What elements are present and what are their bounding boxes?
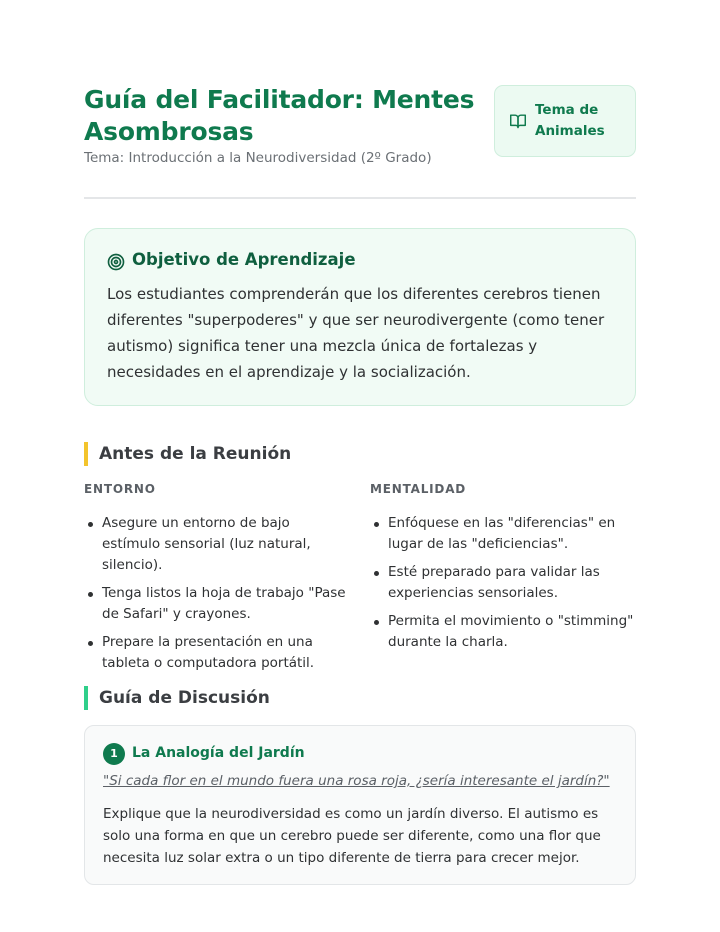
book-icon [509, 113, 527, 129]
column-label: ENTORNO [84, 482, 156, 496]
objective-text: Los estudiantes comprenderán que los diferentes cerebros tienen diferentes "superpoderes" y que ser neurodivergente (como tener autismo) significa tener una mezcla única de fortalezas y necesidades en el aprendizaje y la socialización. [107, 285, 605, 381]
environment-column [84, 482, 352, 681]
step-number-badge: 1 [103, 743, 125, 765]
page-title: Guía del Facilitador: Mentes Asombrosas [84, 85, 475, 146]
topic-badge [494, 85, 636, 157]
list-item: Tenga listos la hoja de trabajo "Pase de Safari" y crayones. [84, 583, 352, 625]
objective-card [84, 228, 636, 406]
list-item: Esté preparado para validar las experiencias sensoriales. [370, 562, 638, 604]
list-item: Permita el movimiento o "stimming" durante la charla. [370, 611, 638, 653]
page-header [84, 84, 636, 174]
discussion-text: Explique que la neurodiversidad es como un jardín diverso. El autismo es solo una forma en que un cerebro puede ser diferente, como una flor que necesita luz solar extra o un tipo diferente de tierra para crecer mejor. [103, 806, 601, 866]
page-subtitle: Tema: Introducción a la Neurodiversidad (2º Grado) [84, 150, 432, 166]
discussion-card [84, 725, 636, 885]
objective-title: Objetivo de Aprendizaje [132, 250, 356, 269]
discussion-title: La Analogía del Jardín [132, 745, 305, 761]
target-icon [107, 253, 125, 271]
list-item: Prepare la presentación en una tableta o computadora portátil. [84, 632, 352, 674]
discussion-quote: "Si cada flor en el mundo fuera una rosa roja, ¿sería interesante el jardín?" [103, 773, 610, 789]
before-meeting-heading: Antes de la Reunión [84, 442, 291, 466]
header-divider [84, 197, 636, 199]
mindset-column [370, 482, 638, 660]
list-item: Asegure un entorno de bajo estímulo sensorial (luz natural, silencio). [84, 513, 352, 576]
list-item: Enfóquese en las "diferencias" en lugar de las "deficiencias". [370, 513, 638, 555]
mindset-list [370, 513, 638, 653]
environment-list [84, 513, 352, 674]
discussion-guide-heading: Guía de Discusión [84, 686, 270, 710]
topic-badge-label: Tema de Animales [535, 102, 605, 139]
column-label: MENTALIDAD [370, 482, 467, 496]
